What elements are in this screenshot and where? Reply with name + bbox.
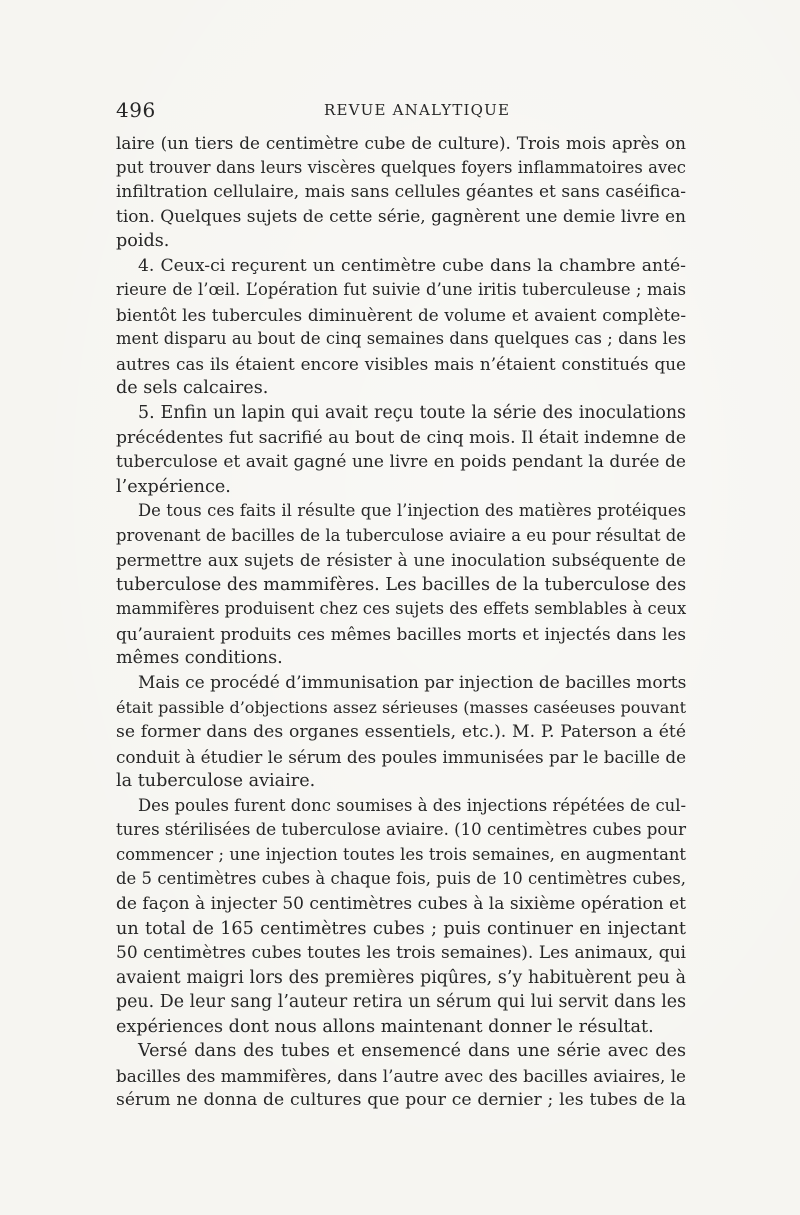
- text-line: bacilles des mammifères, dans l’autre avec des bacilles aviaires, le: [116, 1065, 686, 1086]
- running-title: REVUE ANALYTIQUE: [324, 101, 511, 119]
- text-line: tures stérilisées de tuberculose aviaire. (10 centimètres cubes pour: [116, 820, 686, 840]
- running-head: [116, 98, 686, 124]
- text-line: de façon à injecter 50 centimètres cubes à la sixième opération et: [116, 893, 686, 914]
- text-line: put trouver dans leurs viscères quelques foyers inflammatoires avec: [116, 157, 686, 177]
- text-line: Des poules furent donc soumises à des injections répétées de cul-: [138, 795, 686, 815]
- text-line: Versé dans des tubes et ensemencé dans une série avec des: [138, 1041, 686, 1062]
- text-line: expériences dont nous allons maintenant donner le résultat.: [116, 1016, 654, 1037]
- text-line: provenant de bacilles de la tuberculose aviaire a eu pour résultat de: [116, 525, 686, 545]
- text-line: conduit à étudier le sérum des poules immunisées par le bacille de: [116, 746, 686, 767]
- text-line: était passible d’objections assez sérieuses (masses caséeuses pouvant: [116, 697, 686, 717]
- text-line: se former dans des organes essentiels, etc.). M. P. Paterson a été: [116, 722, 686, 743]
- text-line: peu. De leur sang l’auteur retira un sérum qui lui servit dans les: [116, 992, 686, 1013]
- text-line: sérum ne donna de cultures que pour ce dernier ; les tubes de la: [116, 1090, 686, 1111]
- text-line: tuberculose et avait gagné une livre en poids pendant la durée de: [116, 452, 686, 473]
- text-line: infiltration cellulaire, mais sans cellules géantes et sans caséifica-: [116, 182, 686, 203]
- text-line: 5. Enfin un lapin qui avait reçu toute la série des inoculations: [138, 403, 686, 424]
- text-line: avaient maigri lors des premières piqûres, s’y habituèrent peu à: [116, 967, 686, 988]
- text-line: tion. Quelques sujets de cette série, gagnèrent une demie livre en: [116, 206, 686, 227]
- text-line: précédentes fut sacrifié au bout de cinq mois. Il était indemne de: [116, 427, 686, 448]
- text-line: commencer ; une injection toutes les trois semaines, en augmentant: [116, 844, 686, 864]
- text-line: mammifères produisent chez ces sujets des effets semblables à ceux: [116, 599, 687, 619]
- text-line: permettre aux sujets de résister à une inoculation subséquente de: [116, 550, 686, 571]
- text-line: de sels calcaires.: [116, 378, 269, 399]
- text-line: de 5 centimètres cubes à chaque fois, puis de 10 centimètres cubes,: [116, 869, 686, 889]
- text-line: bientôt les tubercules diminuèrent de volume et avaient complète-: [116, 304, 686, 325]
- page-number: 496: [116, 98, 156, 122]
- text-line: ment disparu au bout de cinq semaines dans quelques cas ; dans les: [116, 329, 686, 349]
- text-line: Mais ce procédé d’immunisation par injection de bacilles morts: [138, 673, 687, 694]
- text-line: autres cas ils étaient encore visibles mais n’étaient constitués que: [116, 353, 686, 374]
- text-line: mêmes conditions.: [116, 648, 283, 669]
- text-line: 50 centimètres cubes toutes les trois semaines). Les animaux, qui: [116, 943, 686, 964]
- text-line: rieure de l’œil. L’opération fut suivie d’une iritis tuberculeuse ; mais: [116, 280, 686, 300]
- text-line: poids.: [116, 231, 170, 252]
- text-line: De tous ces faits il résulte que l’injection des matières protéiques: [138, 501, 686, 521]
- text-line: laire (un tiers de centimètre cube de culture). Trois mois après on: [116, 133, 686, 153]
- text-line: la tuberculose aviaire.: [116, 771, 316, 792]
- text-line: un total de 165 centimètres cubes ; puis continuer en injectant: [116, 918, 686, 939]
- text-line: 4. Ceux-ci reçurent un centimètre cube dans la chambre anté-: [138, 255, 686, 276]
- text-line: tuberculose des mammifères. Les bacilles de la tuberculose des: [116, 574, 687, 595]
- body-text: [116, 131, 686, 1113]
- text-line: qu’auraient produits ces mêmes bacilles morts et injectés dans les: [116, 623, 686, 644]
- text-line: l’expérience.: [116, 476, 231, 497]
